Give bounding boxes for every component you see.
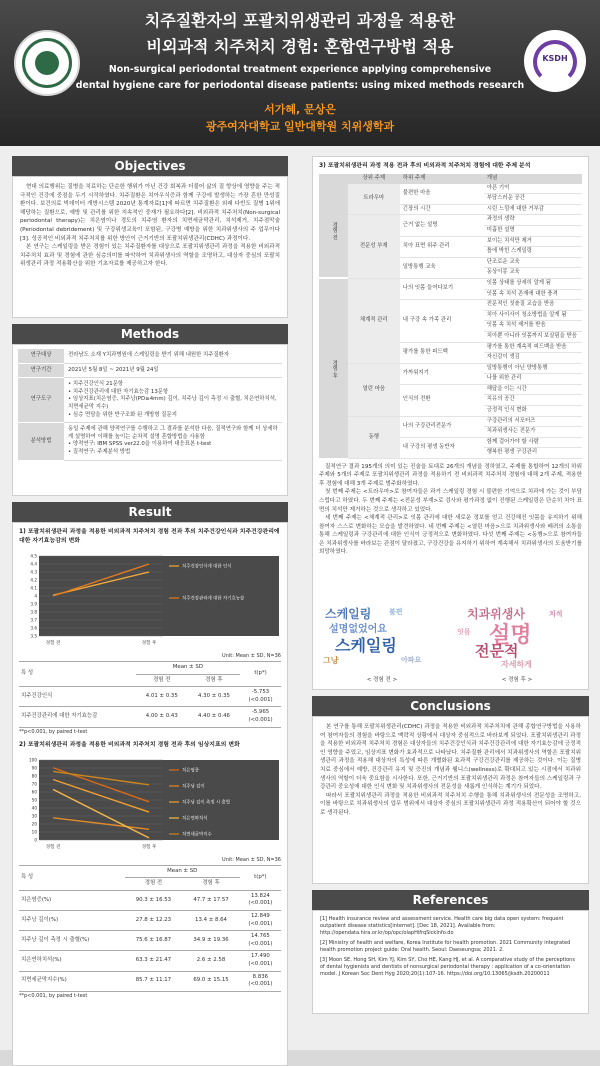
legend-label: 치주건강인식에 대한 인식 bbox=[182, 564, 232, 570]
y-tick-label: 3.9 bbox=[30, 601, 37, 607]
theme-concept: 행복한 평생 구강관리 bbox=[484, 448, 582, 459]
chart-perception-efficacy bbox=[19, 548, 283, 652]
theme-concept: 부담스러운 공간 bbox=[484, 194, 582, 205]
x-tick-label: 경험 전 bbox=[45, 844, 61, 850]
y-tick-label: 4 bbox=[34, 593, 37, 599]
col-before: 경험 전 bbox=[136, 674, 188, 687]
theme-sub: 나의 잇몸 들여다보기 bbox=[400, 278, 484, 299]
table-row: 치면세균막지수(%) 85.7 ± 11.17 69.0 ± 15.15 8.836 (<0.001) bbox=[19, 971, 281, 991]
table-row: 치은연하치석(%) 63.3 ± 21.47 2.6 ± 2.58 17.490 (<0.001) bbox=[19, 951, 281, 971]
result-subheading-1: 1) 포괄치위생관리 과정을 적용한 비외과적 치주처치 경험 전과 후의 치주건강인식과 치주건강관리에 대한 자기효능감의 변화 bbox=[19, 529, 280, 544]
theme-concept: 평가를 통한 계속적 피드백을 받음 bbox=[484, 342, 582, 353]
result-panel bbox=[12, 522, 288, 1066]
footnote: **p<0.001, by paired t-test bbox=[19, 728, 88, 735]
y-tick-label: 70 bbox=[31, 781, 37, 787]
themes-panel bbox=[312, 156, 589, 690]
authors: 서가혜, 문상은 bbox=[264, 103, 336, 116]
table-row: 치주건강인식 4.01 ± 0.35 4.30 ± 0.35 -5.753 (<0.001) bbox=[19, 687, 281, 707]
theme-upper: 전문성 부재 bbox=[348, 215, 400, 279]
objectives-heading: Objectives bbox=[12, 156, 288, 176]
table-clinical-indices: 특 성 Mean ± SD t(p*) 경험 전 경험 후 치은염증(%) 90.3 ± 16.53 47.7 ± 17.57 13.824 (<0.001) 치주낭 깊이(%) 27.8 ± 12.23 13.4 ± 8.64 12.849 (<0.001) 치주낭 깊이 측정 시 출혈(%) 75.6 ± 16.87 34.9 ± 19.36 14.765 (<0.001) 치은연하치석(%) 63.3 ± 21.47 2.6 ± 2.58 17.490 (<0.001) 치면세균막지수(%) 85.7 ± 11.17 69.0 ± 15.15 8.836 (<0.001) bbox=[19, 865, 281, 992]
col-sub: 하위 주제 bbox=[400, 174, 484, 184]
table-row: 치주건강관리에 대한 자기효능감 4.00 ± 0.43 4.40 ± 0.46 -5.965 (<0.001) bbox=[19, 707, 281, 727]
theme-sub: 불편한 마음 bbox=[400, 184, 484, 205]
theme-sub: 긴장의 시간 bbox=[400, 204, 484, 215]
result-heading: Result bbox=[12, 502, 288, 522]
theme-concept: 잇몸 상태를 상세히 알게 됨 bbox=[484, 278, 582, 289]
methods-row bbox=[18, 363, 282, 378]
references-heading: References bbox=[312, 890, 589, 910]
theme-sub: 가까워지기 bbox=[400, 363, 484, 384]
footnote: **p<0.001, by paired t-test bbox=[19, 992, 88, 999]
theme-sub: 일방통행 교육 bbox=[400, 257, 484, 278]
conclusions-paragraph-2: 따라서 포괄치위생관리 과정을 적용한 비외과적 치주처치 수행을 통해 치과위생사의 전문성을 조명하고, 이를 바탕으로 치과위생사의 업무 범위에서 대상자 중심의 포괄치위생관리 과정 적용확산이 되어야 할 것으로 생각된다. bbox=[320, 792, 581, 816]
themes-paragraph-2: 첫 번째 주제는 <트라우마>로 참여자들은 과거 스케일링 경험 시 불편한 기억으로 치과에 가는 것이 부담스럽다고 하였다. 두 번째 주제는 <전문성 부재>로 검사와 평가과정 없이 진행된 스케일링은 단순히 치아 표면의 치석만 제거하는 것으로 생각하고 있었다. bbox=[319, 489, 582, 513]
y-tick-label: 0 bbox=[34, 837, 37, 843]
col-concept: 개념 bbox=[484, 174, 582, 184]
table-row: 치주낭 깊이(%) 27.8 ± 12.23 13.4 ± 8.64 12.849 (<0.001) bbox=[19, 910, 281, 930]
themes-paragraph-3: 세 번째 주제는 <체계적 관리>로 잇몸 관리에 대한 새로운 정보를 얻고 건강해진 잇몸을 유지하기 위해 참여자 스스로 변화하는 모습을 발견하였다. 네 번째 주제는 <열린 마음>으로 치과위생사와 배려의 소통을 통해 스케일링과 구강관리에 대한 인식이 긍정적으로 변화하였다. 다섯 번째 주제는 <동행>으로 참여자들은 치과위생사를 바라보는 관점이 달라졌고, 구강건강을 유지하기 위하여 계속해서 치과위생사의 도움받기를 희망하였다. bbox=[319, 515, 582, 556]
theme-concept: 치유의 공간 bbox=[484, 395, 582, 406]
references-panel bbox=[312, 910, 589, 1014]
theme-upper: 열린 마음 bbox=[348, 363, 400, 416]
theme-sub: 치아 표면 위주 관리 bbox=[400, 236, 484, 257]
legend-label: 치주낭 깊이 측정 시 출혈 bbox=[182, 800, 230, 806]
legend-label: 치주낭 깊이 bbox=[182, 784, 205, 790]
legend-label: 치은연하치석 bbox=[182, 816, 208, 822]
theme-concept: 과정의 생략 bbox=[484, 215, 582, 226]
theme-upper: 트라우마 bbox=[348, 184, 400, 215]
theme-concept: 잇몸 속 치석 존재에 대한 충격 bbox=[484, 289, 582, 300]
y-tick-label: 4.3 bbox=[30, 569, 37, 575]
theme-concept: 해답을 이는 시간 bbox=[484, 384, 582, 395]
y-tick-label: 4.1 bbox=[30, 585, 37, 591]
methods-row bbox=[18, 349, 282, 363]
x-tick-label: 경험 전 bbox=[45, 641, 61, 646]
methods-value: 동일 주제에 관해 양적연구를 수행하고 그 결과를 분석한 다음, 질적연구와 함께 더 상세하게 설명하여 이해를 높이는 순차적 설명 혼합방법을 사용함 • 양적연구: IBM SPSS ver22.0을 이용하여 대응표본 t-test • 질적연구: 주제분석 방법 bbox=[64, 423, 282, 460]
theme-upper: 동행 bbox=[348, 416, 400, 458]
objectives-panel bbox=[12, 176, 288, 318]
wordcloud-after: 치과위생사 설명 전문적 자세하게 잇몸 치석 bbox=[453, 603, 581, 673]
theme-sub: 나의 구강관리전문가 bbox=[400, 416, 484, 437]
theme-sub: 인식의 전환 bbox=[400, 384, 484, 416]
col-upper: 상위 주제 bbox=[348, 174, 400, 184]
unit-note: Unit: Mean ± SD, N=36 bbox=[222, 653, 281, 659]
theme-row bbox=[319, 363, 582, 374]
y-tick-label: 3.6 bbox=[30, 625, 37, 631]
methods-value: • 치주건강인식 21문항 • 치주건강관리에 대한 자기효능감 13문항 • 임상지표(치은염증, 치주낭(PD≥4mm) 깊이, 치주낭 깊이 측정 시 출혈, 치은연하치석, 치면세균막 지수) • 심층 면담을 위한 반구조화 된 개방형 질문지 bbox=[64, 378, 282, 423]
theme-concept: 치아뿐 아니라 잇몸까지 보살핌을 받음 bbox=[484, 331, 582, 342]
table-perception-efficacy bbox=[19, 661, 281, 728]
result-subheading-2: 2) 포괄치위생관리 과정을 적용한 비외과적 치주처치 경험 전과 후의 임상지표의 변화 bbox=[19, 741, 240, 748]
reference-item: [3] Moon SE, Hong SH, Kim YJ, Kim SY, Cho HE, Kang HJ, et al. A comparative study of the perceptions of dental hygienists and dentists of nonsurgical periodontal therapy : application of a co-orientation model. J Korean Soc Dent Hyg 2020;20(1):107-16. https://doi.org/10.13065/jksdh.20200011 bbox=[320, 957, 575, 977]
objectives-paragraph-2: 본 연구는 스케일링을 받은 경험이 있는 치주질환자를 대상으로 포괄치위생관리 과정을 적용한 비외과적 치주처치 효과 및 경험에 관한 심층의미를 파악하여 치과위생사의 역할을 조명하고, 대상자 중심의 포괄치위생관리 과정 적용확산을 위한 기초자료를 제공하고자 한다. bbox=[20, 244, 280, 268]
theme-concept: 일방통행이 아닌 양방통행 bbox=[484, 363, 582, 374]
y-tick-label: 100 bbox=[29, 757, 37, 763]
theme-concept: 아픈 기억 bbox=[484, 184, 582, 194]
theme-concept: 치과위생사는 전문가 bbox=[484, 427, 582, 438]
title-korean-line1: 치주질환자의 포괄치위생관리 과정을 적용한 bbox=[144, 11, 456, 30]
unit-note: Unit: Mean ± SD, N=36 bbox=[222, 856, 281, 863]
methods-value: 전라남도 소재 Y치과병원에 스케일링을 받기 위해 내원한 치주질환자 bbox=[64, 349, 282, 363]
reference-item: [2] Ministry of health and welfare, Korea Institute for health promotion. 2021 Community integrated health promotion project guide: Oral health. Seoul: Daeseungsa; 2021. 2. bbox=[320, 940, 571, 953]
col-item: 특 성 bbox=[19, 662, 136, 687]
y-tick-label: 90 bbox=[31, 765, 37, 771]
y-tick-label: 40 bbox=[31, 805, 37, 811]
theme-concept: 틀에 박힌 스케일링 bbox=[484, 247, 582, 258]
theme-concept: 미흡한 설명 bbox=[484, 225, 582, 236]
theme-period: 경험 전 bbox=[319, 184, 348, 279]
y-tick-label: 50 bbox=[31, 797, 37, 803]
theme-concept: 긍정적 인식 변화 bbox=[484, 406, 582, 417]
title-english-line1: Non-surgical periodontal treatment experience applying comprehensive bbox=[108, 64, 492, 75]
y-tick-label: 80 bbox=[31, 773, 37, 779]
themes-paragraph-1: 질적연구 결과 195개의 의미 있는 진술을 토대로 26개의 개념을 정하였고, 주제를 통합하여 12개의 하위 주제와 5개의 주제로 포괄치위생관리 과정을 적용하기 전 비외과적 치주처치 경험에 대해 2개 주제, 적용한 후 경험에 대해 3개 주제로 범주화하였다. bbox=[319, 463, 582, 487]
methods-value: 2021년 5월 8일 ~ 2021년 9월 24일 bbox=[64, 363, 282, 378]
y-tick-label: 4.4 bbox=[30, 561, 37, 567]
y-tick-label: 30 bbox=[31, 813, 37, 819]
title-korean-line2: 비외과적 치주처치 경험: 혼합연구방법 적용 bbox=[146, 37, 454, 56]
themes-heading: 3) 포괄치위생관리 과정 적용 전과 후의 비외과적 치주처치 경험에 대한 주제 분석 bbox=[319, 163, 531, 169]
col-t: t(p*) bbox=[240, 662, 281, 687]
col-meansd: Mean ± SD bbox=[136, 662, 240, 675]
theme-sub: 근거 없는 설명 bbox=[400, 215, 484, 236]
conclusions-heading: Conclusions bbox=[312, 696, 589, 716]
methods-label: 분석방법 bbox=[18, 423, 64, 460]
table-row: 치주낭 깊이 측정 시 출혈(%) 75.6 ± 16.87 34.9 ± 19.36 14.765 (<0.001) bbox=[19, 931, 281, 951]
methods-panel bbox=[12, 344, 288, 496]
table-row: 치은염증(%) 90.3 ± 16.53 47.7 ± 17.57 13.824 (<0.001) bbox=[19, 890, 281, 910]
theme-concept: 나를 위한 관리 bbox=[484, 374, 582, 385]
methods-label: 연구기간 bbox=[18, 363, 64, 378]
theme-row bbox=[319, 278, 582, 289]
methods-label: 연구도구 bbox=[18, 378, 64, 423]
y-tick-label: 60 bbox=[31, 789, 37, 795]
wordcloud-before-label: < 경험 전 > bbox=[366, 677, 398, 683]
legend-label: 치면세균막지수 bbox=[182, 832, 212, 838]
ksdh-logo: KSDH bbox=[524, 30, 586, 92]
y-tick-label: 10 bbox=[31, 829, 37, 835]
x-tick-label: 경험 후 bbox=[141, 844, 157, 850]
theme-concept: 전문적인 칫솔질 교습을 받음 bbox=[484, 300, 582, 311]
chart-clinical-indices bbox=[19, 752, 283, 856]
poster-header bbox=[0, 0, 600, 146]
theme-upper: 체계적 관리 bbox=[348, 278, 400, 363]
y-tick-label: 4.5 bbox=[30, 553, 37, 559]
theme-concept: 함께 걸어가야 할 사람 bbox=[484, 437, 582, 448]
theme-sub: 내 구강의 평생 동반자 bbox=[400, 437, 484, 458]
theme-sub: 내 구강 속 가족 관리 bbox=[400, 300, 484, 342]
methods-heading: Methods bbox=[12, 324, 288, 344]
col-after: 경험 후 bbox=[188, 674, 240, 687]
methods-table bbox=[18, 349, 282, 461]
conclusions-panel bbox=[312, 716, 589, 884]
theme-period: 경험 후 bbox=[319, 278, 348, 458]
right-column bbox=[312, 156, 589, 1014]
theme-row bbox=[319, 184, 582, 194]
reference-item: [1] Health insurance review and assessment service. Health care big data open system: frequent outpatient disease statistics[internet]. [Dec 18, 2021]. Available from: http://opendata.hira.or.kr/op/opc/olapHifrqSickInfo.do bbox=[320, 916, 564, 936]
y-tick-label: 20 bbox=[31, 821, 37, 827]
theme-row bbox=[319, 416, 582, 427]
wordcloud-before: 스케일링 설명없었어요 스케일링 그냥 불편 아파요 bbox=[319, 603, 445, 673]
y-tick-label: 3.5 bbox=[30, 633, 37, 639]
theme-sub: 평가를 통한 피드백 bbox=[400, 342, 484, 363]
theme-concept: 보이는 치석만 제거 bbox=[484, 236, 582, 247]
objectives-paragraph-1: 현대 의료행위는 질병을 치료하는 단순한 행위가 아닌 건강 회복과 더불어 삶의 질 향상에 영향을 주는 적극적인 건강에 중점을 두기 시작하였다. 치주질환은 치아우식증과 함께 구강에 발생하는 가장 흔한 만성질환이다. 보건의료 빅데이터 개방시스템 2020년 통계자료[1]에 따르면 치주질환은 외래 다빈도 질병 1위에 해당하는 질환으로, 예방 및 관리를 위한 지속적인 중재가 필요하다[2]. 비외과적 치주처치(Non-surgical periodontal therapy)는 치은염이나 경도의 치주염 환자의 치면세균막관리, 치석제거, 치주점막술(Periodontal debridement) 및 구강위생교육이 포함된, 구강병 예방을 위한 치과위생사의 주 업무이다[3]. 성공적인 비외과적 치주처치를 위한 방안이 근거기반의 포괄치위생관리(CDHC) 과정이다. bbox=[20, 184, 280, 242]
y-tick-label: 4.2 bbox=[30, 577, 37, 583]
methods-label: 연구대상 bbox=[18, 349, 64, 363]
affiliation: 광주여자대학교 일반대학원 치위생학과 bbox=[205, 120, 395, 133]
theme-row bbox=[319, 215, 582, 226]
y-tick-label: 3.7 bbox=[30, 617, 37, 623]
x-tick-label: 경험 후 bbox=[141, 641, 157, 646]
legend-label: 치주건강관리에 대한 자기효능감 bbox=[182, 596, 245, 602]
themes-table bbox=[319, 174, 582, 460]
title-english-line2: dental hygiene care for periodontal disease patients: using mixed methods research bbox=[75, 80, 525, 91]
theme-concept: 시린 느낌에 대한 거부감 bbox=[484, 204, 582, 215]
legend-label: 치은염증 bbox=[182, 768, 199, 774]
methods-row bbox=[18, 378, 282, 423]
left-column bbox=[12, 156, 288, 1066]
theme-concept: 구강관리의 서포터즈 bbox=[484, 416, 582, 427]
wordcloud-after-label: < 경험 후 > bbox=[501, 677, 533, 683]
conclusions-paragraph-1: 본 연구를 통해 포괄치위생관리(CDHC) 과정을 적용한 비외과적 치주처치에 관해 종합연구방법을 사용하여 참여자들의 경험을 바탕으로 맥락적 상황에서 대상자 중심적으로 바라보게 되었다. 포괄치위생관리 과정을 적용한 비외과적 치주처치 경험은 대상자들의 치주건강인식과 치주건강관리에 대한 자기효능감에 긍정적인 영향을 주었고, 임상지표 변화가 효과적으로 나타났다. 치주질환 관리에서 치과위생사의 역할은 포괄치위생관리 과정을 적용해 대상자의 특성에 따른 개별화된 효과적 구강건강관리를 제공하는 것이다. 이는 질병 치료 중심에서 예방, 건강관리 유지 및 증진의 개념과 웰니스(wellness)로 확대되고 있는 시점에서 치과위생사의 역할이 더욱 중요함을 시사한다. 또한, 근거기반의 포괄치위생관리 과정은 참여자들의 스케일링과 구강관리 중요성에 대한 인식 변화 및 치과위생사의 전문성을 새롭게 인식하는 계기가 되었다. bbox=[320, 724, 581, 791]
theme-concept: 자신감이 생김 bbox=[484, 353, 582, 364]
theme-concept: 잇몸 속 치석 제거를 받음 bbox=[484, 321, 582, 332]
theme-concept: 동상이몽 교육 bbox=[484, 268, 582, 279]
theme-concept: 단조로운 교육 bbox=[484, 257, 582, 268]
y-tick-label: 3.8 bbox=[30, 609, 37, 615]
methods-row bbox=[18, 423, 282, 460]
theme-concept: 치아 사이사이 청소방법을 알게 됨 bbox=[484, 310, 582, 321]
